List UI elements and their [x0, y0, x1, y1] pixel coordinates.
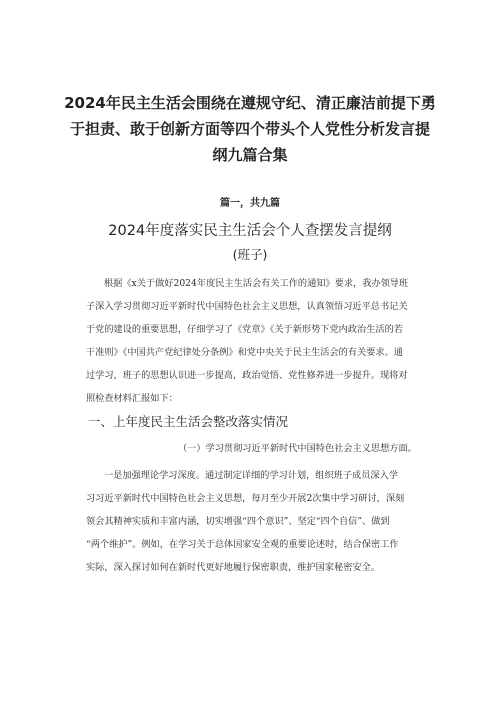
intro-line-2: 子深入学习贯彻习近平新时代中国特色社会主义思想，认真领悟习近平总书记关 [86, 301, 408, 312]
section-heading-1: 一、上年度民主生活会整改落实情况 [88, 414, 289, 429]
document-unit: (班子) [232, 247, 268, 262]
para2-line-4: “两个维护”。例如，在学习关于总体国家安全观的重要论述时，结合保密工作 [86, 539, 399, 550]
section-mark: 篇一，共九篇 [220, 198, 280, 209]
intro-line-4: 干准则》《中国共产党纪律处分条例》和党中央关于民主生活会的有关要求。通 [86, 347, 403, 358]
section-heading-2: （一）学习贯彻习近平新时代中国特色社会主义思想方面。 [178, 443, 417, 454]
intro-line-3: 于党的建设的重要思想，仔细学习了《党章》《关于新形势下党内政治生活的若 [86, 324, 403, 335]
para2-line-2: 习习近平新时代中国特色社会主义思想，每月至少开展2次集中学习研讨，深刻 [86, 493, 405, 504]
document-title-line-3: 纲九篇合集 [212, 146, 288, 164]
document-title-line-2: 于担责、敢于创新方面等四个带头个人党性分析发言提 [69, 120, 430, 138]
para2-line-3: 领会其精神实质和丰富内涵，切实增强“四个意识”、坚定“四个自信”、做到 [86, 516, 390, 527]
intro-line-1: 根据《x关于做好2024年度民主生活会有关工作的通知》要求，我办领导班 [104, 278, 409, 289]
para2-line-5: 实际，深入探讨如何在新时代更好地履行保密职责，维护国家秘密安全。 [86, 562, 380, 573]
intro-line-5: 过学习，班子的思想认识进一步提高，政治觉悟、党性修养进一步提升。现将对 [86, 370, 408, 381]
para2-line-1: 一是加强理论学习深度。通过制定详细的学习计划，组织班子成员深入学 [104, 470, 398, 481]
document-subtitle: 2024年度落实民主生活会个人查摆发言提纲 [108, 223, 392, 239]
intro-line-6: 照检查材料汇报如下： [86, 393, 178, 404]
document-title-line-1: 2024年民主生活会围绕在遵规守纪、清正廉洁前提下勇 [64, 94, 436, 112]
